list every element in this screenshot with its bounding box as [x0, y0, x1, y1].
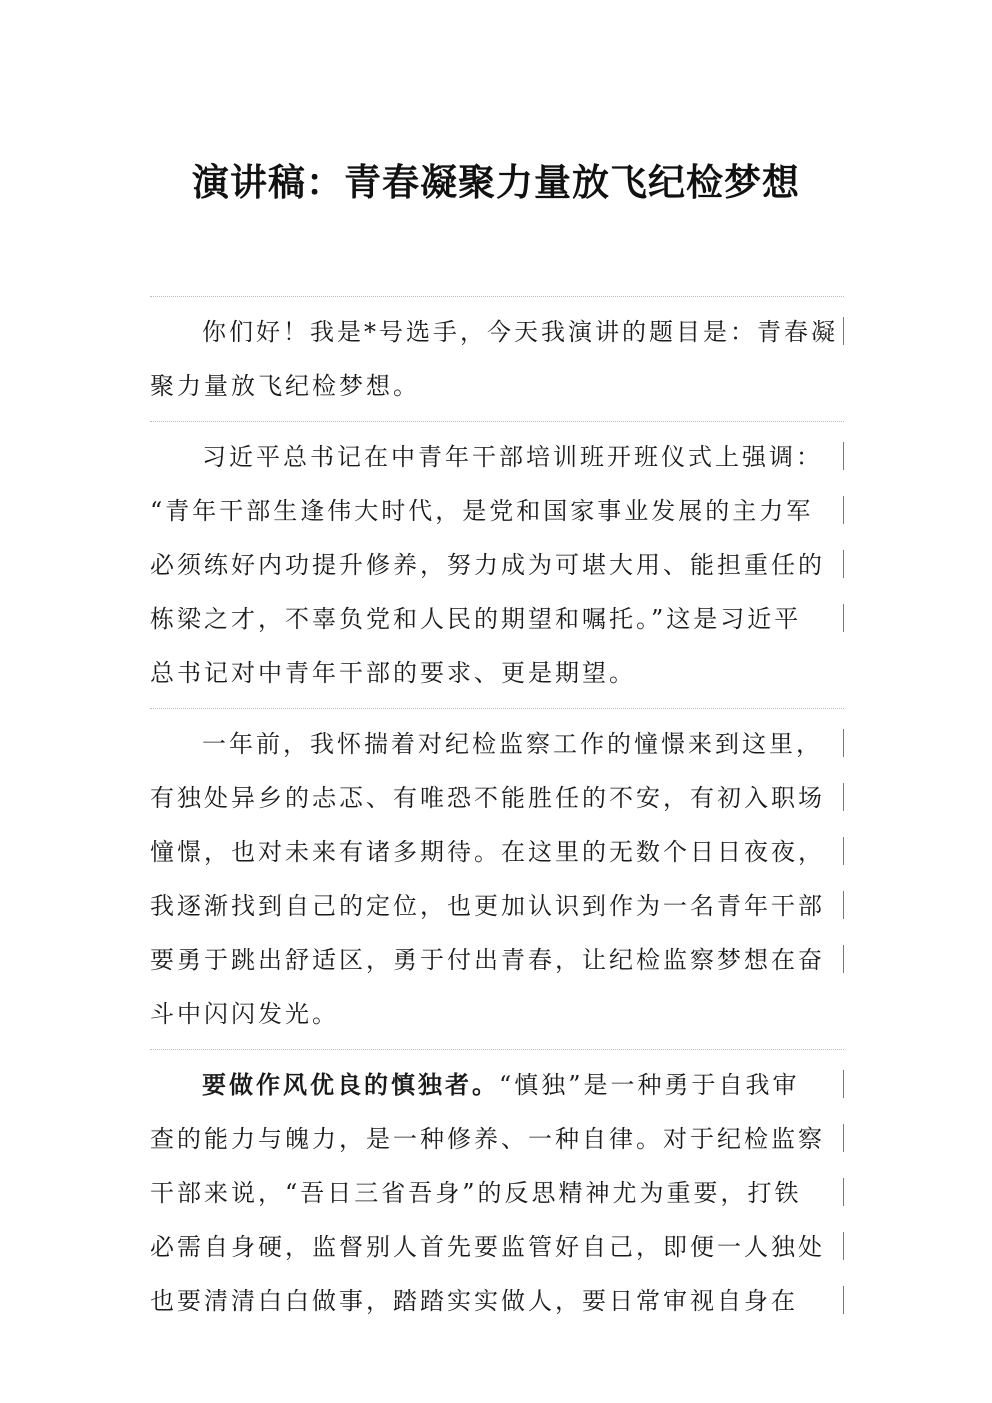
text-line: 憧憬，也对未来有诸多期待。在这里的无数个日日夜夜，: [150, 825, 844, 879]
paragraph-greeting: [150, 296, 844, 421]
document-body: [150, 296, 844, 1336]
text-line: 习近平总书记在中青年干部培训班开班仪式上强调：: [150, 430, 844, 484]
text-line: 要勇于跳出舒适区，勇于付出青春，让纪检监察梦想在奋: [150, 933, 844, 987]
bold-heading: 要做作风优良的慎独者。: [202, 1070, 499, 1099]
text-line: 一年前，我怀揣着对纪检监察工作的憧憬来到这里，: [150, 717, 844, 771]
text-line: 查的能力与魄力，是一种修养、一种自律。对于纪检监察: [150, 1112, 844, 1166]
paragraph-one-year-ago: [150, 708, 844, 1049]
text-line: 斗中闪闪发光。: [150, 1000, 339, 1028]
paragraph-quote: [150, 421, 844, 708]
text-line: “青年干部生逢伟大时代，是党和国家事业发展的主力军: [150, 484, 844, 538]
text-line: 栋梁之才，不辜负党和人民的期望和嘱托。”这是习近平: [150, 592, 844, 646]
document-title: 演讲稿：青春凝聚力量放飞纪检梦想: [192, 160, 800, 204]
text-line: 必需自身硬，监督别人首先要监管好自己，即便一人独处: [150, 1220, 844, 1274]
paragraph-shendu: [150, 1049, 844, 1336]
text-line: [150, 1058, 844, 1112]
text-line: 有独处异乡的忐忑、有唯恐不能胜任的不安，有初入职场: [150, 771, 844, 825]
text-line: 聚力量放飞纪检梦想。: [150, 372, 420, 400]
text-line: 我逐渐找到自己的定位，也更加认识到作为一名青年干部: [150, 879, 844, 933]
text-line: 总书记对中青年干部的要求、更是期望。: [150, 659, 636, 687]
text-line: 干部来说，“吾日三省吾身”的反思精神尤为重要，打铁: [150, 1166, 844, 1220]
text-line: 你们好！我是*号选手，今天我演讲的题目是：青春凝: [150, 305, 844, 359]
text-span: “慎独”是一种勇于自我审: [499, 1071, 800, 1099]
text-line: 也要清清白白做事，踏踏实实做人，要日常审视自身在: [150, 1274, 844, 1328]
text-line: 必须练好内功提升修养，努力成为可堪大用、能担重任的: [150, 538, 844, 592]
